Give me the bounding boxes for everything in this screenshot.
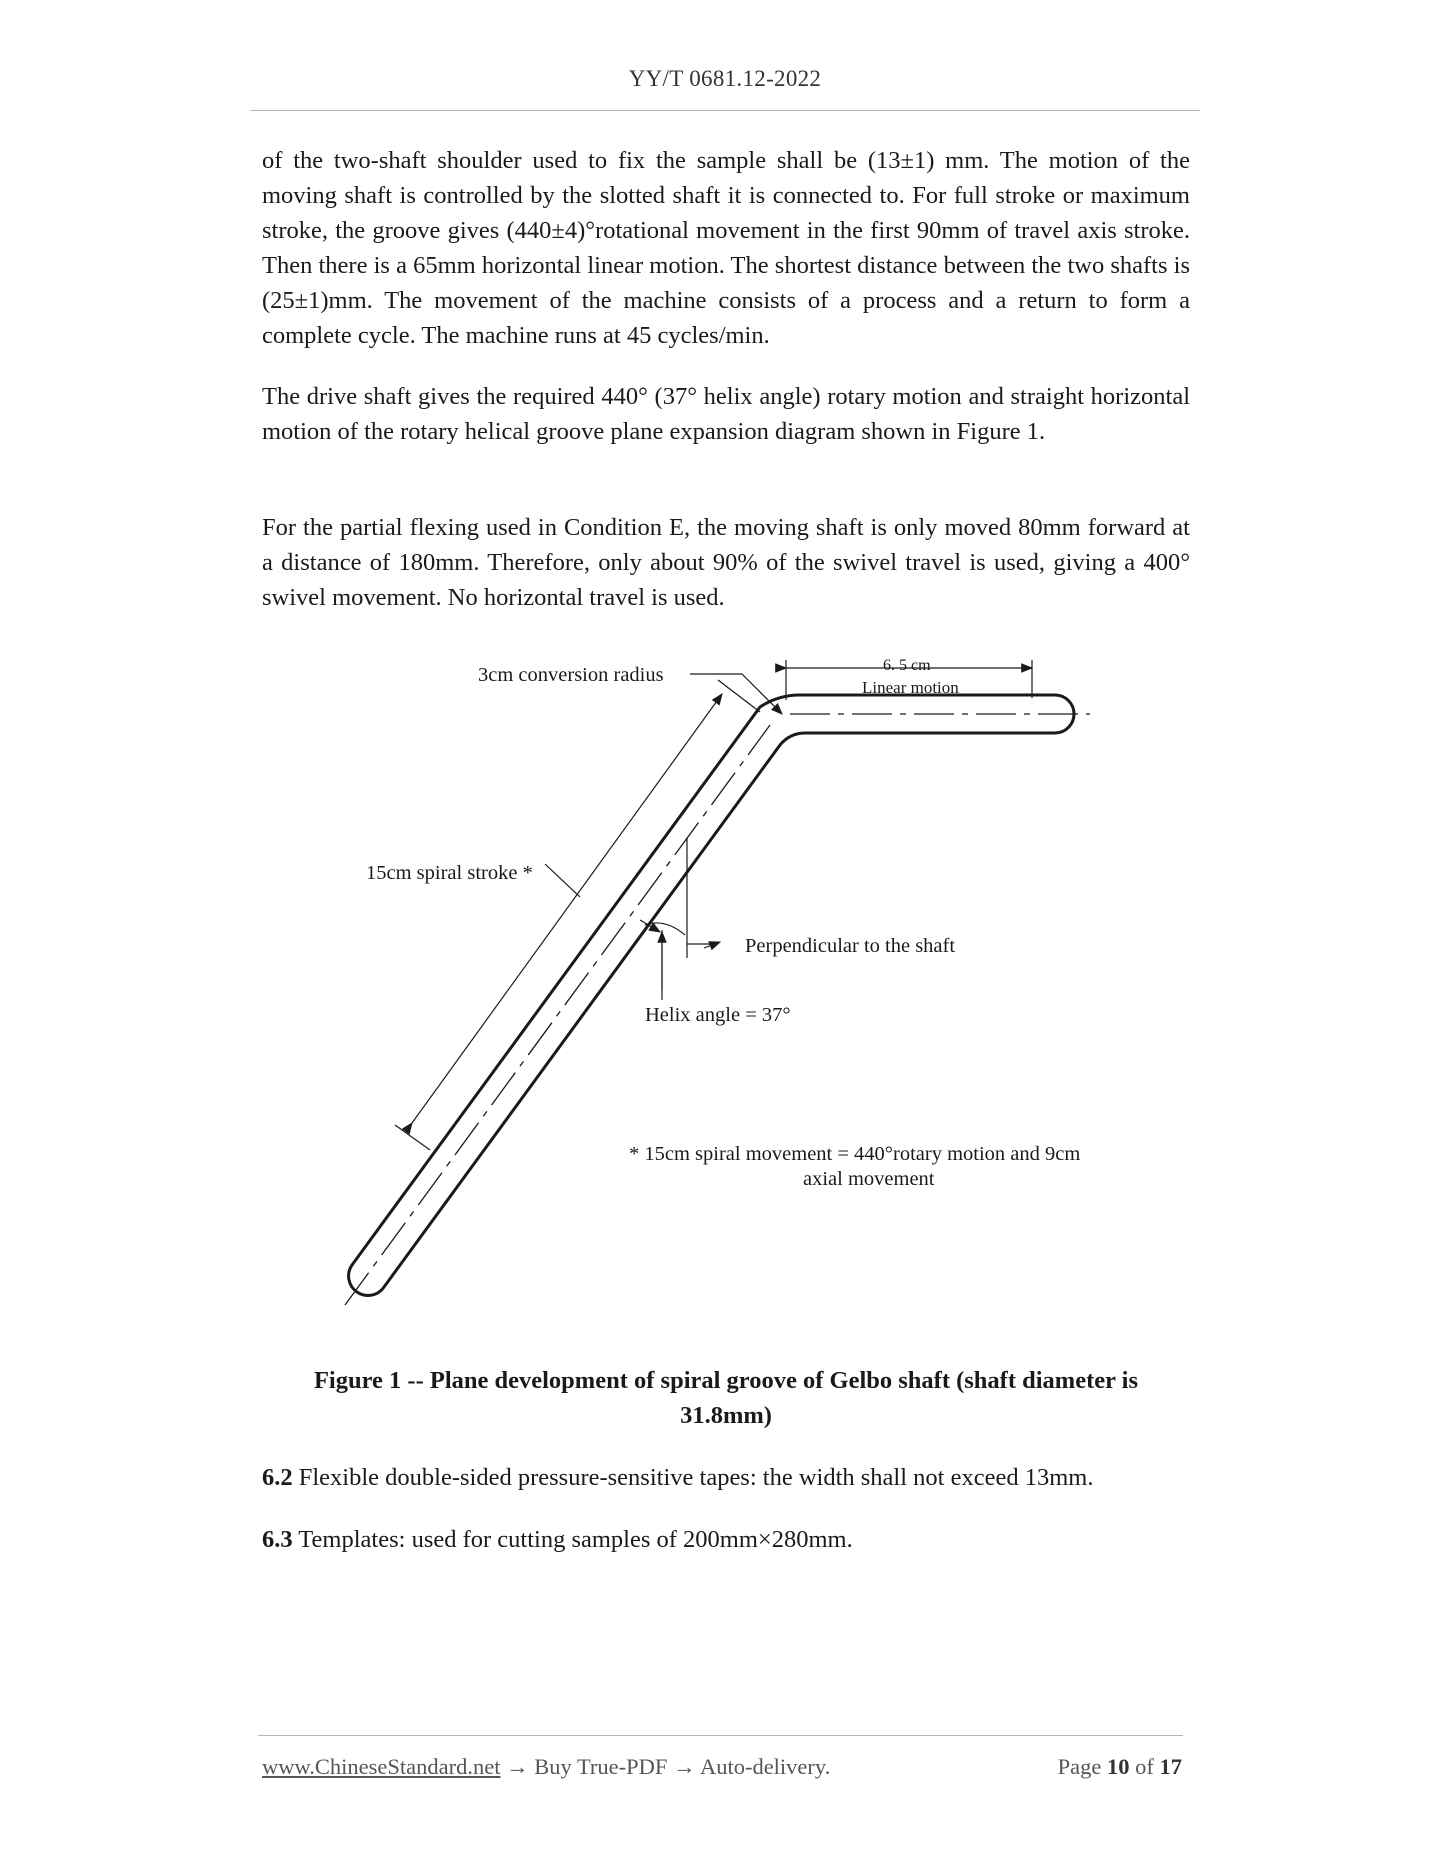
label-spiral-stroke: 15cm spiral stroke *: [366, 862, 533, 884]
caption-line-1: Figure 1 -- Plane development of spiral groove of Gelbo shaft (shaft diameter is: [313, 1367, 1139, 1394]
header-divider: [250, 110, 1200, 111]
footer-arrow: →: [500, 1754, 535, 1779]
clause-number: 6.3: [262, 1526, 293, 1553]
groove-centerline: [345, 714, 1090, 1305]
caption-line-2: 31.8mm): [680, 1402, 772, 1429]
footer-divider: [258, 1735, 1183, 1736]
page-footer: [262, 1754, 1182, 1780]
clause-text: Templates: used for cutting samples of 200mm×280mm.: [292, 1526, 853, 1553]
label-perpendicular: Perpendicular to the shaft: [745, 935, 956, 957]
document-header: YY/T 0681.12-2022: [628, 66, 822, 91]
buy-pdf-text: Buy True-PDF: [534, 1754, 668, 1779]
page-number: Page 10 of 17: [1057, 1754, 1182, 1779]
clause-6-3: [262, 1522, 1190, 1557]
clause-text: Flexible double-sided pressure-sensitive tapes: the width shall not exceed 13mm.: [292, 1464, 1094, 1491]
helix-angle-construction: [640, 838, 720, 1000]
figure-note-line1: * 15cm spiral movement = 440°rotary motion and 9cm: [629, 1143, 1081, 1165]
label-helix-angle: Helix angle = 37°: [645, 1004, 791, 1026]
paragraph-shaft-motion: of the two-shaft shoulder used to fix the sample shall be (13±1) mm. The motion of the moving shaft is controlled by the slotted shaft it is connected to. For full stroke or maximum stroke, the groove gives (440±4)°rotational movement in the first 90mm of travel axis stroke. Then there is a 65mm horizontal linear motion. The shortest distance between the two shafts is (25±1)mm. The movement of the machine consists of a process and a return to form a complete cycle. The machine runs at 45 cycles/min.: [262, 147, 1190, 349]
site-link[interactable]: www.ChineseStandard.net: [262, 1754, 501, 1779]
spiral-stroke-dimension: [395, 680, 760, 1150]
footer-arrow: →: [667, 1754, 700, 1779]
label-conversion-radius: 3cm conversion radius: [478, 664, 664, 686]
conversion-radius-leader: [690, 674, 782, 714]
groove-outer-edge: [349, 695, 1074, 1295]
delivery-text: Auto-delivery.: [699, 1754, 831, 1779]
paragraph-drive-shaft: The drive shaft gives the required 440° (37° helix angle) rotary motion and straight horizontal motion of the rotary helical groove plane expansion diagram shown in Figure 1.: [262, 383, 1190, 445]
spiral-groove-outline: [349, 695, 1074, 1295]
clause-number: 6.2: [262, 1464, 293, 1491]
paragraph-partial-flexing: For the partial flexing used in Condition E, the moving shaft is only moved 80mm forward at a distance of 180mm. Therefore, only about 90% of the swivel travel is used, giving a 400° swivel movement. No horizontal travel is used.: [262, 514, 1190, 611]
label-linear-dimension: 6. 5 cm: [883, 657, 931, 674]
figure-caption: [262, 1363, 1190, 1433]
figure-note-line2: axial movement: [803, 1168, 935, 1190]
label-linear-motion: Linear motion: [862, 678, 959, 697]
clause-6-2: [262, 1460, 1190, 1495]
linear-motion-dimension: [786, 660, 1032, 700]
